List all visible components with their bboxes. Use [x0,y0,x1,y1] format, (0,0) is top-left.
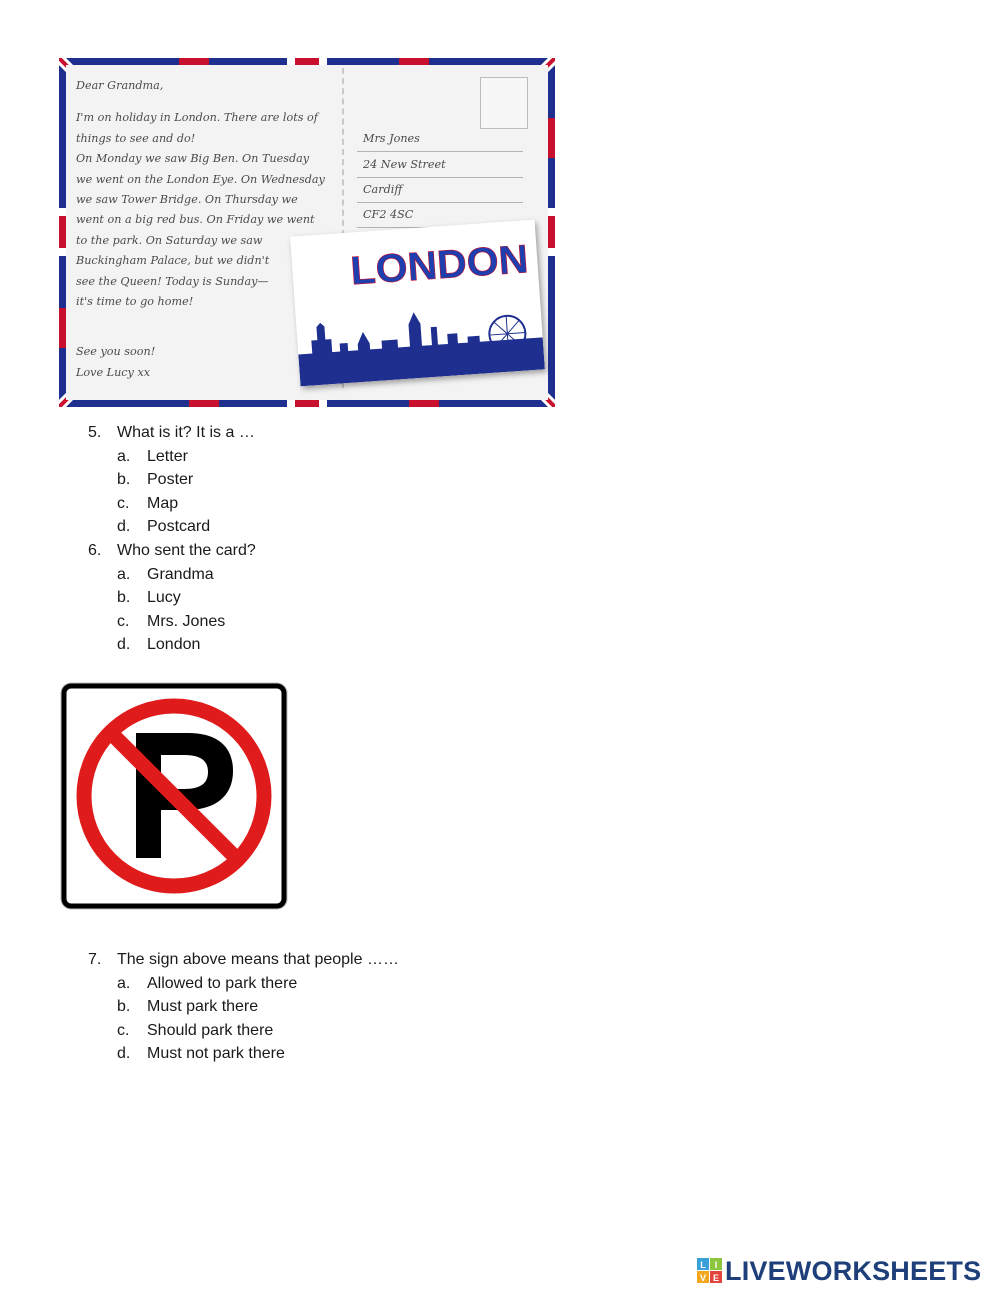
letter-line: see the Queen! Today is Sunday— [76,274,269,288]
address-line: 24 New Street [357,153,523,178]
question-text: The sign above means that people …… [117,951,399,968]
option-letter: c. [117,1021,130,1039]
letter-line: On Monday we saw Big Ben. On Tuesday [76,152,310,166]
letter-line: it's time to go home! [76,295,194,309]
logo-text: LIVEWORKSHEETS [725,1256,982,1286]
logo-icon-letter: I [714,1260,718,1270]
option-text: Must not park there [147,1045,285,1062]
option-letter: a. [117,447,131,465]
question-text: Who sent the card? [117,542,256,559]
question-6 [88,539,256,657]
option-letter: d. [117,636,131,653]
question-7 [88,948,399,1066]
postcard-image [59,58,555,407]
logo-icon-letter: E [712,1273,720,1283]
letter-line: we went on the London Eye. On Wednesday [76,172,325,186]
answer-option[interactable] [88,586,256,610]
question-number: 5. [88,424,102,441]
letter-line: we saw Tower Bridge. On Thursday we [76,193,298,207]
address-line: Mrs Jones [357,127,523,152]
letter-line: Buckingham Palace, but we didn't [76,254,270,268]
question-number: 7. [88,951,102,968]
answer-option[interactable] [88,995,399,1019]
letter-line: See you soon! [76,345,156,359]
no-parking-sign-image [60,682,288,910]
address-line: Cardiff [357,178,523,203]
option-letter: b. [117,998,131,1015]
london-word: LONDON [349,237,526,294]
answer-option[interactable] [88,492,255,516]
option-letter: d. [117,1045,131,1062]
option-letter: a. [117,974,131,992]
question-text: What is it? It is a … [117,424,255,441]
option-letter: a. [117,565,131,583]
answer-option[interactable] [88,563,256,587]
option-text: Must park there [147,998,259,1015]
london-skyline-picture [290,220,545,387]
option-text: Map [147,494,179,512]
option-letter: c. [117,612,130,630]
option-text: Poster [147,471,194,488]
letter-line: to the park. On Saturday we saw [76,233,263,247]
letter-line: I'm on holiday in London. There are lots of [76,111,318,125]
option-text: Grandma [147,565,214,583]
question-number: 6. [88,542,102,559]
option-text: Letter [147,447,188,465]
answer-option[interactable] [88,468,255,492]
logo-icon-letter: L [700,1260,706,1270]
answer-option[interactable] [88,633,256,657]
letter-line: Dear Grandma, [76,79,164,92]
option-text: Allowed to park there [147,974,298,992]
option-letter: b. [117,589,131,606]
letter-line: Love Lucy xx [76,365,151,379]
answer-option[interactable] [88,515,255,539]
option-text: Postcard [147,518,211,535]
address-line: CF2 4SC [357,203,523,228]
answer-option[interactable] [88,972,399,996]
option-letter: b. [117,471,131,488]
logo-blocks-icon [697,1258,723,1284]
option-text: Should park there [147,1021,274,1039]
stamp-box [480,77,528,129]
option-text: London [147,636,201,653]
answer-option[interactable] [88,1019,399,1043]
option-letter: d. [117,518,131,535]
logo-icon-letter: V [699,1273,707,1283]
option-letter: c. [117,494,130,512]
answer-option[interactable] [88,445,255,469]
london-picture-card [290,220,545,387]
option-text: Lucy [147,589,181,606]
answer-option[interactable] [88,1042,399,1066]
letter-line: things to see and do! [76,131,196,145]
liveworksheets-logo[interactable] [697,1257,981,1285]
option-text: Mrs. Jones [147,612,226,630]
letter-line: went on a big red bus. On Friday we went [76,213,315,227]
question-5 [88,421,255,539]
answer-option[interactable] [88,610,256,634]
